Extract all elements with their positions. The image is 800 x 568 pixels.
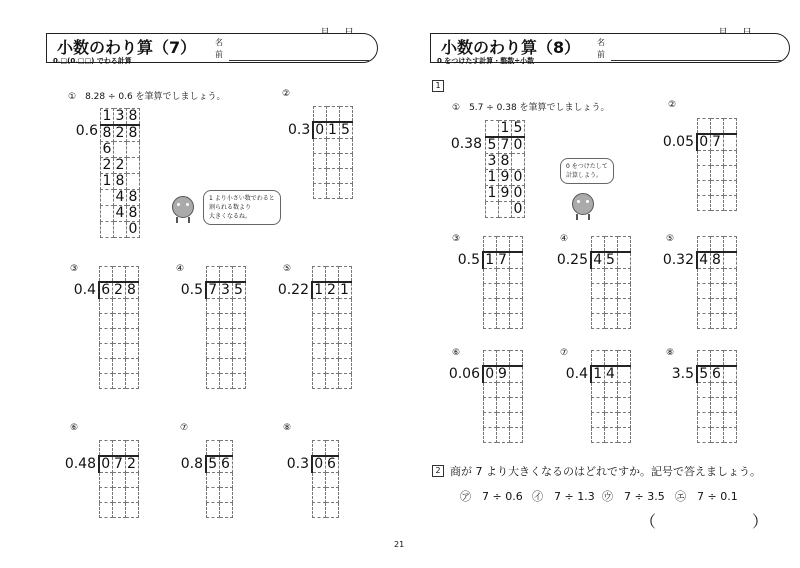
division-grid[interactable]: 1 3 8 8 2 8 6 2 2 1 8 4 8 4 8 0 — [100, 108, 140, 238]
divisor: 0.4 — [73, 282, 96, 298]
division-grid[interactable]: 0 1 5 — [312, 106, 353, 199]
problem-number: ② — [668, 100, 677, 110]
worksheet-title: 小数のわり算（7） — [57, 38, 197, 57]
hint-speech-bubble: 1 より小さい数でわると 割られる数より 大きくなるね。 — [203, 190, 281, 225]
divisor: 0.38 — [450, 136, 482, 152]
divisor: 0.22 — [277, 282, 309, 298]
division-grid[interactable]: 0 7 2 — [98, 440, 139, 518]
division-grid[interactable]: 7 3 5 — [205, 266, 246, 389]
division-grid[interactable]: 6 2 8 — [98, 266, 139, 389]
name-label: 名 前 — [215, 38, 223, 59]
title-header — [430, 33, 790, 63]
problem-number: ⑥ — [70, 423, 79, 433]
answer-box-close[interactable]: ） — [752, 512, 769, 531]
division-grid[interactable]: 4 8 — [696, 236, 737, 329]
section-number-1: 1 — [432, 80, 444, 92]
problem-number: ⑤ — [283, 264, 292, 274]
division-grid[interactable]: 0 9 — [482, 350, 523, 443]
option-c[interactable]: ㋒ 7 ÷ 3.5 — [602, 490, 665, 503]
quotient-row: 1 3 8 — [101, 109, 140, 126]
division-grid[interactable]: 5 6 — [696, 350, 737, 443]
division-grid[interactable]: 1 2 1 — [311, 266, 352, 389]
hint-speech-bubble: 0 をつけたして 計算しよう。 — [560, 158, 614, 184]
divisor: 0.06 — [448, 366, 480, 382]
divisor: 0.25 — [556, 252, 588, 268]
name-label: 名 前 — [597, 38, 605, 59]
worksheet-title: 小数のわり算（8） — [441, 38, 581, 57]
divisor: 0.3 — [288, 122, 311, 138]
division-grid[interactable]: 0 6 — [311, 440, 339, 518]
option-b[interactable]: ㋑ 7 ÷ 1.3 — [532, 490, 595, 503]
division-grid[interactable]: 1 4 — [590, 350, 631, 443]
instruction-text: ① 5.7 ÷ 0.38 を筆算でしましょう。 — [452, 103, 610, 113]
title-header — [46, 33, 378, 63]
name-field-line[interactable] — [229, 60, 369, 61]
divisor: 0.6 — [75, 123, 98, 139]
divisor: 0.3 — [286, 456, 309, 472]
divisor: 0.32 — [662, 252, 694, 268]
worksheet-subtitle: 0.□(0.□□) でわる計算 — [53, 57, 132, 65]
problem-number: ③ — [70, 264, 79, 274]
worksheet-subtitle: 0 をつけたす計算・整数÷小数 — [437, 57, 535, 65]
divisor: 3.5 — [671, 366, 694, 382]
problem-number: ④ — [560, 234, 569, 244]
divisor: 0.5 — [180, 282, 203, 298]
division-grid[interactable]: 0 7 — [696, 118, 737, 211]
right-worksheet-page — [400, 0, 800, 568]
problem-number: ⑤ — [666, 234, 675, 244]
divisor: 0.4 — [565, 366, 588, 382]
problem-number: ③ — [452, 234, 461, 244]
question-2-text: 商が 7 より大きくなるのはどれですか。記号で答えましょう。 — [450, 465, 761, 478]
divisor: 0.48 — [64, 456, 96, 472]
mascot-character-icon — [172, 196, 194, 218]
instruction-text: ① 8.28 ÷ 0.6 を筆算でしましょう。 — [68, 92, 226, 102]
problem-number: ⑦ — [560, 348, 569, 358]
answer-box-open[interactable]: （ — [640, 512, 657, 531]
section-number-2: 2 — [432, 465, 444, 477]
division-grid[interactable]: 5 6 — [205, 440, 233, 518]
problem-number: ⑧ — [666, 348, 675, 358]
option-d[interactable]: ㋓ 7 ÷ 0.1 — [675, 490, 738, 503]
division-grid[interactable]: 4 5 — [590, 236, 631, 329]
divisor: 0.5 — [457, 252, 480, 268]
division-grid[interactable]: 1 5 5 7 0 3 8 1 9 0 1 9 0 0 — [485, 120, 525, 218]
problem-number: ⑦ — [180, 423, 189, 433]
mascot-character-icon — [572, 193, 594, 215]
problem-number: ④ — [176, 264, 185, 274]
division-grid[interactable]: 1 7 — [482, 236, 523, 329]
dividend-row: 8 2 8 — [101, 125, 140, 142]
problem-number: ⑧ — [283, 423, 292, 433]
name-field-line[interactable] — [611, 60, 781, 61]
problem-number: ⑥ — [452, 348, 461, 358]
divisor: 0.05 — [662, 134, 694, 150]
page-number: 21 — [394, 540, 405, 549]
problem-number: ② — [282, 89, 291, 99]
divisor: 0.8 — [180, 456, 203, 472]
option-a[interactable]: ㋐ 7 ÷ 0.6 — [460, 490, 523, 503]
